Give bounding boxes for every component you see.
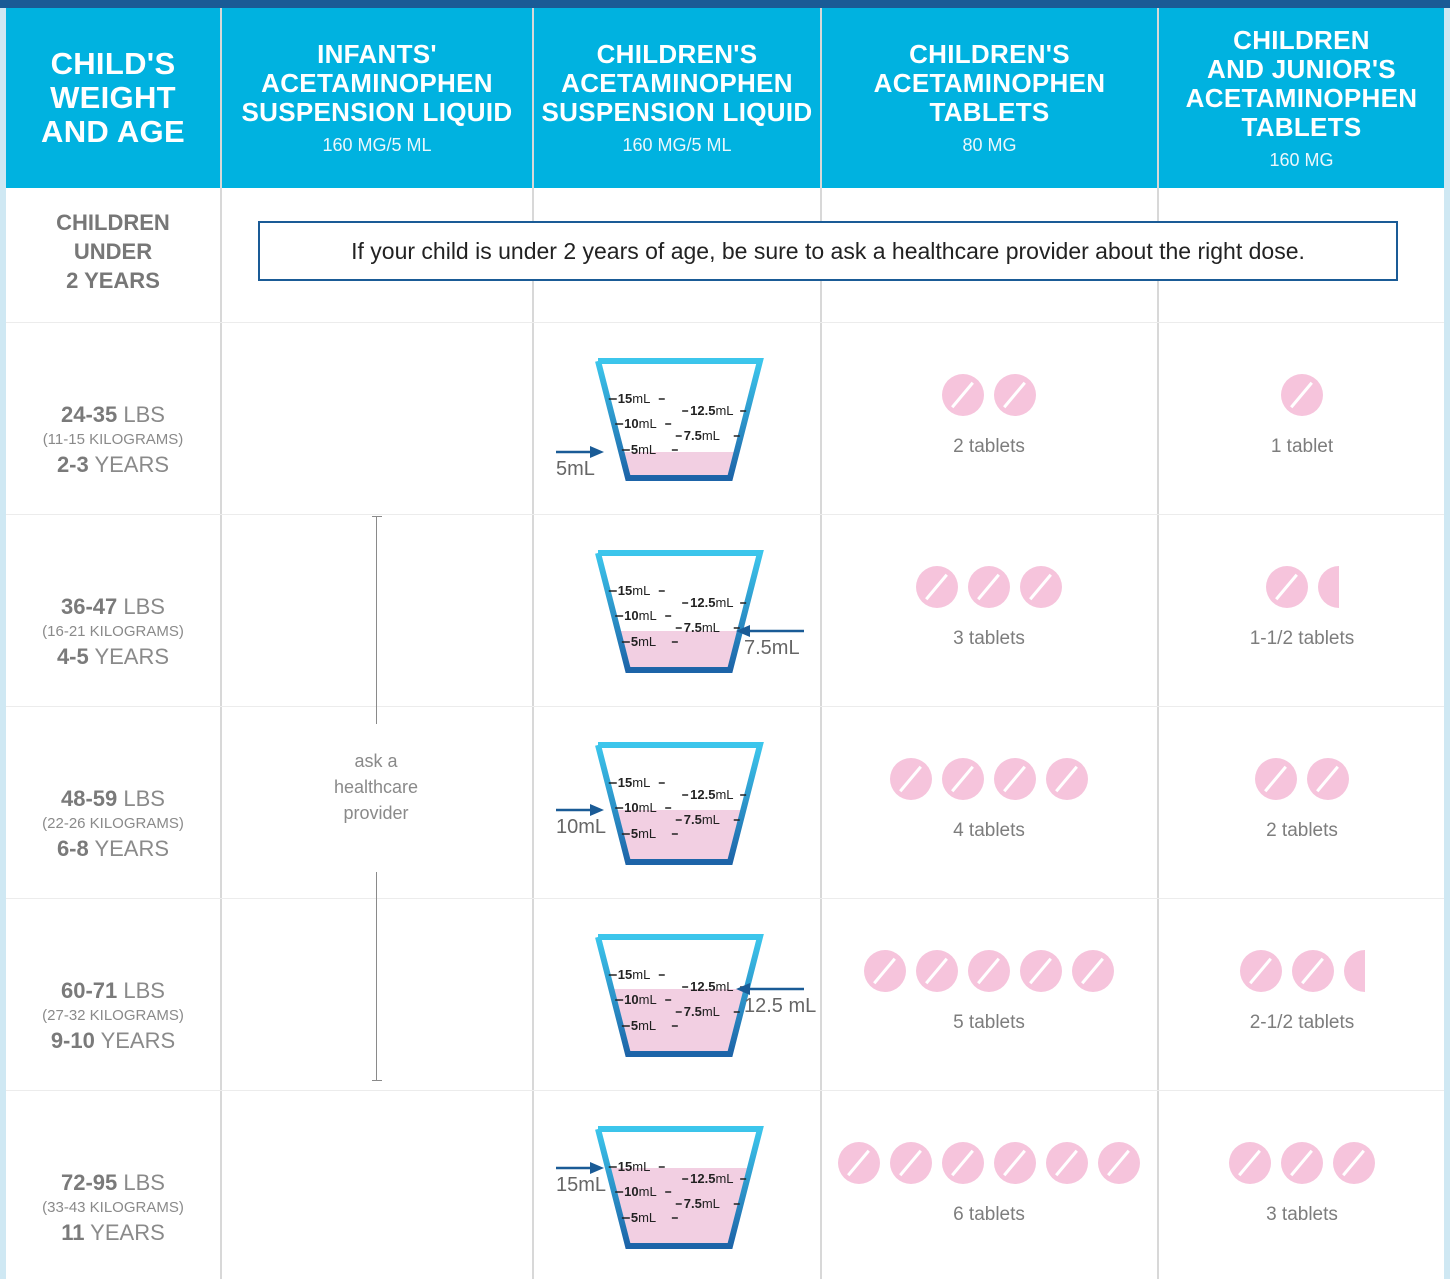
cup-mark-label: 10mL [624, 416, 657, 431]
tablets-160mg-label: 3 tablets [1266, 1204, 1338, 1225]
age [6, 451, 220, 479]
tablets-160mg-label: 2-1/2 tablets [1249, 1012, 1355, 1033]
tablets-80mg [829, 374, 1149, 416]
dose-label: 12.5 mL [744, 995, 817, 1017]
tablet-icon [968, 566, 1010, 608]
dose-label: 5mL [556, 458, 595, 480]
cup-mark-label: 12.5mL [690, 1171, 734, 1186]
cup-mark-label: 5mL [630, 442, 657, 457]
age-value: 6-8 [56, 836, 89, 861]
under-2-label [6, 208, 220, 295]
tablet-icon [890, 758, 932, 800]
weight-age-label [6, 401, 220, 479]
ask-line: healthcare [333, 777, 419, 797]
tablet-icon [1020, 950, 1062, 992]
weight-lbs [6, 977, 220, 1005]
tablet-icon [942, 1142, 984, 1184]
tablet-icon [1229, 1142, 1271, 1184]
header-title: INFANTS' ACETAMINOPHEN SUSPENSION LIQUID [241, 39, 513, 127]
tablet-icon [1046, 758, 1088, 800]
dose-label: 10mL [556, 816, 607, 838]
cup-mark-label: 12.5mL [690, 787, 734, 802]
cup-mark-label: 7.5mL [683, 620, 720, 635]
tablet-icon [994, 374, 1036, 416]
tablet-icon [1281, 374, 1323, 416]
tablet-icon [968, 950, 1010, 992]
tablet-icon [1333, 1142, 1375, 1184]
header-strength: 160 MG/5 ML [322, 135, 432, 155]
tablets-160mg-label: 1 tablet [1270, 436, 1334, 457]
weight-lbs-unit: LBS [117, 786, 165, 811]
tablet-icon [1240, 950, 1282, 992]
tablet-icon [942, 374, 984, 416]
weight-lbs [6, 401, 220, 429]
header-title: CHILD'S WEIGHT AND AGE [41, 46, 185, 149]
header-childrens-tablets [822, 8, 1157, 188]
measuring-cup [594, 358, 764, 488]
age-unit: YEARS [88, 452, 170, 477]
row-divider [6, 322, 1444, 323]
weight-lbs-value: 48-59 [61, 786, 118, 811]
under-2-line: UNDER [73, 239, 153, 264]
measuring-cup [594, 934, 764, 1064]
tablet-icon [1020, 566, 1062, 608]
arrow-head [590, 1162, 604, 1174]
bracket-line [376, 872, 377, 1080]
tablet-icon [1255, 758, 1297, 800]
tablet-icon [1307, 758, 1349, 800]
cup-mark-label: 15mL [617, 391, 651, 406]
under-2-line: CHILDREN [56, 210, 170, 235]
tablet-icon [838, 1142, 880, 1184]
under-2-notice: If your child is under 2 years of age, be sure to ask a healthcare provider about the right dose. [258, 221, 1398, 281]
age-unit: YEARS [88, 644, 170, 669]
cup-mark-label: 12.5mL [690, 979, 734, 994]
tablets-80mg-label: 5 tablets [953, 1012, 1025, 1033]
cup-mark-label: 10mL [624, 992, 657, 1007]
age [6, 643, 220, 671]
bracket-line [376, 516, 377, 724]
row-divider [6, 706, 1444, 707]
tablet-icon [1046, 1142, 1088, 1184]
arrow-head [590, 804, 604, 816]
age [6, 1027, 220, 1055]
age-unit: YEARS [84, 1220, 165, 1245]
header-strength: 160 MG/5 ML [622, 135, 732, 155]
half-tablet-icon [1318, 566, 1339, 608]
weight-kg: (27-32 KILOGRAMS) [42, 1007, 184, 1024]
tablet-icon [864, 950, 906, 992]
weight-age-label [6, 1169, 220, 1247]
top-rule [0, 0, 1450, 8]
age-unit: YEARS [88, 836, 170, 861]
cup-mark-label: 12.5mL [690, 595, 734, 610]
header-childrens-liquid [534, 8, 820, 188]
half-tablet-icon [1344, 950, 1365, 992]
cup-mark-label: 15mL [617, 967, 651, 982]
cup-mark-label: 15mL [617, 775, 651, 790]
header-title: CHILDREN'S ACETAMINOPHEN TABLETS [873, 39, 1106, 127]
weight-kg: (22-26 KILOGRAMS) [42, 815, 184, 832]
age [6, 1219, 220, 1247]
weight-lbs [6, 593, 220, 621]
cup-mark-label: 5mL [630, 1210, 657, 1225]
tablet-icon [1098, 1142, 1140, 1184]
tablets-80mg-label: 3 tablets [953, 628, 1025, 649]
header-strength: 160 MG [1269, 149, 1334, 170]
header-title: CHILDREN'S ACETAMINOPHEN SUSPENSION LIQUID [541, 39, 813, 127]
weight-lbs-unit: LBS [117, 978, 165, 1003]
age-value: 11 [61, 1220, 85, 1245]
dose-label: 15mL [556, 1174, 607, 1196]
weight-kg: (33-43 KILOGRAMS) [42, 1199, 184, 1216]
arrow-head [736, 983, 750, 995]
tablets-80mg [829, 950, 1149, 992]
tablet-icon [916, 566, 958, 608]
tablets-160mg [1142, 950, 1450, 992]
cup-mark-label: 5mL [630, 634, 657, 649]
ask-line: provider [343, 803, 409, 823]
weight-lbs-value: 24-35 [61, 402, 118, 427]
row-divider [6, 1090, 1444, 1091]
age [6, 835, 220, 863]
weight-kg: (16-21 KILOGRAMS) [42, 623, 184, 640]
cup-mark-label: 15mL [617, 1159, 651, 1174]
tablets-80mg [829, 758, 1149, 800]
weight-age-label [6, 977, 220, 1055]
tablet-icon [1072, 950, 1114, 992]
weight-lbs-unit: LBS [117, 594, 165, 619]
ask-line: ask a [354, 751, 398, 771]
tablet-icon [1266, 566, 1308, 608]
tablet-icon [942, 758, 984, 800]
cup-mark-label: 10mL [624, 800, 657, 815]
weight-lbs [6, 785, 220, 813]
cup-mark-label: 7.5mL [683, 428, 720, 443]
age-value: 9-10 [50, 1028, 95, 1053]
tablets-160mg [1142, 1142, 1450, 1184]
weight-age-label [6, 785, 220, 863]
tablets-80mg-label: 6 tablets [953, 1204, 1025, 1225]
row-divider [6, 898, 1444, 899]
column-divider [220, 8, 222, 1279]
tablet-icon [916, 950, 958, 992]
cup-mark-label: 7.5mL [683, 812, 720, 827]
arrow-head [736, 625, 750, 637]
tablets-80mg-label: 2 tablets [953, 436, 1025, 457]
measuring-cup [594, 550, 764, 680]
weight-lbs-value: 36-47 [61, 594, 118, 619]
row-divider [6, 514, 1444, 515]
tablets-160mg-label: 2 tablets [1266, 820, 1338, 841]
tablets-80mg [829, 1142, 1149, 1184]
tablet-icon [1292, 950, 1334, 992]
weight-kg: (11-15 KILOGRAMS) [42, 431, 184, 448]
measuring-cup [594, 1126, 764, 1256]
dose-label: 7.5mL [744, 637, 800, 659]
column-divider [820, 8, 822, 1279]
age-unit: YEARS [94, 1028, 176, 1053]
header-weight-age [6, 8, 220, 188]
weight-lbs-value: 60-71 [61, 978, 118, 1003]
bracket-cap [372, 516, 382, 517]
ask-provider-text [300, 748, 452, 826]
tablet-icon [994, 1142, 1036, 1184]
bracket-cap [372, 1080, 382, 1081]
header-strength: 80 MG [962, 135, 1017, 155]
header-infants-liquid [222, 8, 532, 188]
tablets-160mg [1142, 566, 1450, 608]
tablets-160mg [1142, 374, 1450, 416]
weight-lbs [6, 1169, 220, 1197]
tablets-80mg-label: 4 tablets [953, 820, 1025, 841]
tablet-icon [994, 758, 1036, 800]
tablets-160mg-label: 1-1/2 tablets [1249, 628, 1355, 649]
cup-mark-label: 10mL [624, 1184, 657, 1199]
tablet-icon [1281, 1142, 1323, 1184]
weight-age-label [6, 593, 220, 671]
cup-mark-label: 7.5mL [683, 1196, 720, 1211]
header-title: CHILDREN AND JUNIOR'S ACETAMINOPHEN TABLETS [1185, 24, 1418, 142]
under-2-line: 2 YEARS [66, 268, 160, 293]
column-divider [1157, 8, 1159, 1279]
tablets-80mg [829, 566, 1149, 608]
cup-mark-label: 7.5mL [683, 1004, 720, 1019]
age-value: 2-3 [56, 452, 89, 477]
tablet-icon [890, 1142, 932, 1184]
cup-mark-label: 12.5mL [690, 403, 734, 418]
cup-mark-label: 5mL [630, 826, 657, 841]
tablets-160mg [1142, 758, 1450, 800]
cup-mark-label: 15mL [617, 583, 651, 598]
header-junior-tablets [1159, 8, 1444, 188]
weight-lbs-unit: LBS [117, 1170, 165, 1195]
cup-mark-label: 5mL [630, 1018, 657, 1033]
cup-mark-label: 10mL [624, 608, 657, 623]
column-divider [532, 8, 534, 1279]
age-value: 4-5 [56, 644, 89, 669]
right-border [1444, 0, 1450, 1279]
weight-lbs-unit: LBS [117, 402, 165, 427]
arrow-head [590, 446, 604, 458]
weight-lbs-value: 72-95 [61, 1170, 118, 1195]
